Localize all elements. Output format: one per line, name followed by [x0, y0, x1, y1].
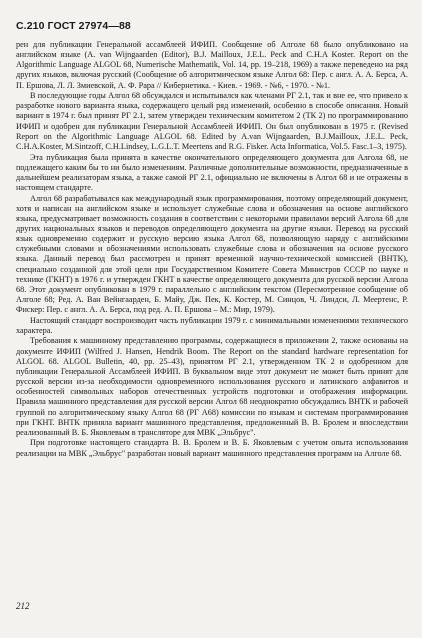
- page-number: 212: [16, 601, 30, 611]
- paragraph-3: Эта публикация была принята в качестве окончательного определяющего документа для Алгола 68, не подлежащего каким бы то ни было изменениям. Различные дополнительные возможности, предназначенные в дальнейшем реализаторам языка, а также самой РГ 2.1, официально не включены в Алгол 68 и не отражены в настоящем стандарте.: [16, 152, 408, 192]
- paragraph-1: рен для публикации Генеральной ассамблеей ИФИП. Сообщение об Алголе 68 было опубликовано на английском языке (A. van Wijngaarden (Editor), B.J. Mailloux, J.E.L. Peck and C.H.A Koster. Report on the Algorithmic Language ALGOL 68, Numerische Mathematik, Vol. 14, pp. 19–218, 1969) а также переведено на ряд других языков, включая русский (Сообщение об алгоритмическом языке Алгол 68: Пер. с англ. А. А. Берса, А. П. Ершова, Л. Л. Змиевской, А. Ф. Рара // Кибернетика. - Киев. - 1969. - №6, - 1970. - №1.: [16, 40, 408, 90]
- paragraph-2: В последующие годы Алгол 68 обсуждался и испытывался как членами РГ 2.1, так и вне ее, что привело к разработке нового варианта языка, содержащего целый ряд изменений, особенно в способе описания. Новый вариант в 1974 г. был принят РГ 2.1, затем утвержден техническим комитетом 2 (ТК 2) по программированию ИФИП и одобрен для публикации Генеральной Ассамблеей ИФИП. Он был опубликован в 1975 г. (Revised Report on the Algorithmic Language ALGOL 68. Edited by A.van Wijngaarden, B.J.Mailloux, J.E.L. Peck, C.H.A.Koster, M.Sintzoff, C.H.Lindsey, L.G.L.T. Meertens and R.G. Fisker. Acta Informatica, Vol.5. Fasc.1–3, 1975).: [16, 91, 408, 151]
- paragraph-6: Требования к машинному представлению программы, содержащиеся в приложении 2, также основаны на документе ИФИП (Wilfred J. Hansen, Hendrik Boom. The Report on the standard hardware representation for ALGOL 68. ALGOL Bulletin, 40, pp. 25–43), принятом РГ 2.1, утвержденном ТК 2 и одобренном для публикации Генеральной Ассамблеей ИФИП. В буквальном виде этот документ не может быть принят для русской версии из-за необходимости одновременного использования русского и латинского алфавитов и особенностей символьных наборов отечественных устройств подготовки и отображения информации. Правила машинного представления для русской версии Алгол 68 неоднократно обсуждались ВНТК и рабочей группой по алгоритмическому языку Алгол 68 (РГ А68) комиссии по языкам и системам программирования при ГКНТ. ВНТК приняла вариант машинного представления, предложенный В. В. Бролем и впоследствии реализованный В. Б. Яковлевым в трансляторе для МВК „Эльбрус".: [16, 336, 408, 437]
- paragraph-5: Настоящий стандарт воспроизводит часть публикации 1979 г. с минимальными изменениями технического характера.: [16, 315, 408, 335]
- paragraph-4: Алгол 68 разрабатывался как международный язык программирования, поэтому определяющий документ, хотя и написан на английском языке и использует служебные слова и обозначения на основе английского языка, предусматривает возможность создания в соответствии с некоторыми правилами версий Алгола 68 для других национальных языков и переводов определяющего документа на другие языки. Перевод на русский язык одновременно содержит и русскую версию языка Алгол 68, позволяющую наряду с английскими служебными словами и обозначениями использовать служебные слова и обозначения на основе русского языка. Данный перевод был рассмотрен и принят временной научно-технической комиссией (ВНТК), специально созданной для этой цели при Государственном Комитете Совета Министров СССР по науке и технике (ГКНТ) в 1976 г. и утвержден ГКНТ в качестве определяющего документа для русской версии Алгола 68. Этот документ опубликован в 1979 г. параллельно с английским текстом (Пересмотренное сообщение об Алголе 68; Ред. А. Ван Вейнгаарден, Б. Майу, Дж. Пек, К. Костер, М. Синцов, Ч. Линдси, Л. Меертенс, Р. Фискер: Пер. с англ. А. А. Берса, под ред. А. П. Ершова – М.: Мир, 1979).: [16, 193, 408, 315]
- paragraph-7: При подготовке настоящего стандарта В. В. Бролем и В. Б. Яковлевым с учетом опыта использования реализации на МВК „Эльбрус" разработан новый вариант машинного представления программ на Алголе 68.: [16, 438, 408, 458]
- body-text: [16, 40, 408, 459]
- page-header: C.210 ГОСТ 27974—88: [16, 20, 131, 32]
